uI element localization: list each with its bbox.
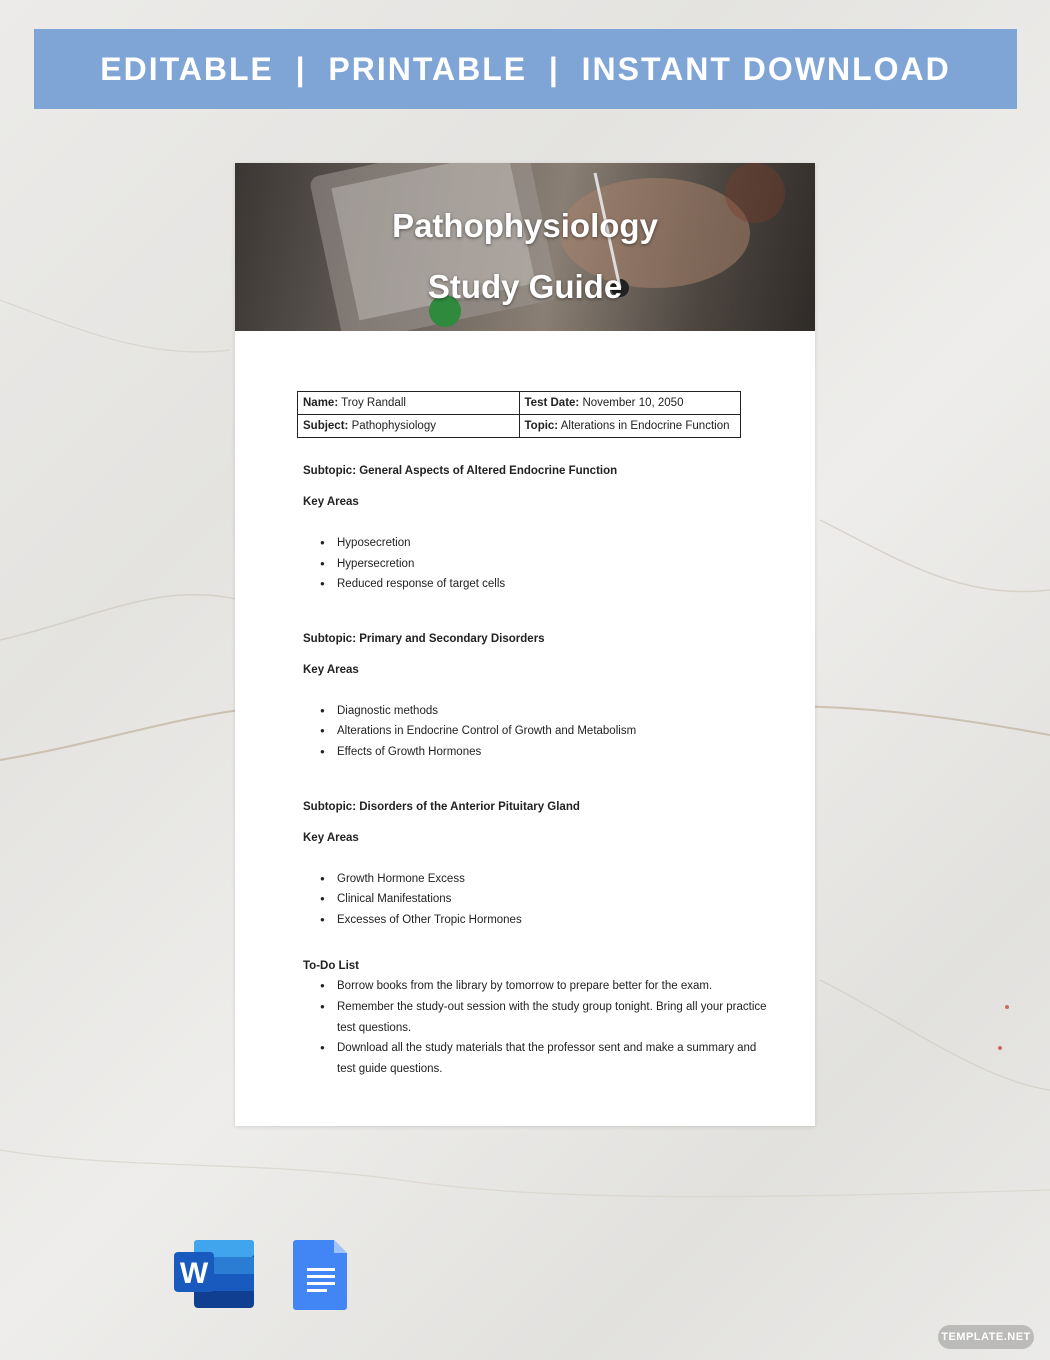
key-areas-heading: Key Areas (303, 663, 359, 676)
subject-label: Subject: (303, 420, 349, 432)
key-areas-list (303, 701, 753, 763)
table-row (298, 392, 741, 415)
section-1 (303, 461, 753, 595)
key-areas-list (303, 533, 753, 595)
feature-banner (34, 29, 1017, 109)
subtopic-heading: Subtopic: General Aspects of Altered Endocrine Function (303, 465, 618, 477)
name-value: Troy Randall (341, 397, 406, 409)
test-date-value: November 10, 2050 (582, 397, 684, 409)
google-docs-icon (293, 1240, 347, 1310)
todo-heading: To-Do List (303, 960, 359, 973)
section-2 (303, 629, 753, 763)
hero-image (235, 163, 815, 331)
key-areas-heading: Key Areas (303, 831, 359, 844)
document-preview (235, 163, 815, 1126)
table-row (298, 415, 741, 438)
subject-cell (298, 415, 520, 438)
topic-label: Topic: (524, 420, 559, 432)
todo-item: ● Borrow books from the library by tomorrow to prepare better for the exam. (337, 976, 767, 997)
section-3 (303, 797, 753, 931)
document-title-line-2: Study Guide (427, 268, 623, 305)
subject-value: Pathophysiology (351, 420, 436, 432)
word-letter: W (179, 1257, 209, 1290)
topic-value: Alterations in Endocrine Function (560, 420, 730, 432)
name-cell (298, 392, 520, 415)
test-date-cell (519, 392, 741, 415)
list-item: ● Clinical Manifestations (337, 889, 753, 910)
student-info-table (297, 391, 741, 438)
subtopic-heading: Subtopic: Primary and Secondary Disorders (303, 632, 545, 645)
study-content (303, 461, 767, 1079)
topic-cell (519, 415, 741, 438)
subtopic-heading: Subtopic: Disorders of the Anterior Pituitary Gland (303, 800, 580, 813)
test-date-label: Test Date: (524, 397, 580, 409)
name-label: Name: (303, 397, 339, 409)
todo-list (303, 976, 767, 1079)
list-item: ● Effects of Growth Hormones (337, 742, 753, 763)
todo-section (303, 956, 767, 1079)
app-logos (174, 1238, 354, 1315)
microsoft-word-icon (174, 1238, 354, 1310)
todo-item: ● Download all the study materials that the professor sent and make a summary and test guide questions. (337, 1038, 767, 1079)
list-item: ● Growth Hormone Excess (337, 869, 753, 890)
list-item: ● Reduced response of target cells (337, 574, 753, 595)
list-item: ● Hyposecretion (337, 533, 753, 554)
banner-text: EDITABLE | PRINTABLE | INSTANT DOWNLOAD (100, 50, 951, 87)
watermark-text: TEMPLATE.NET (941, 1331, 1031, 1343)
template-net-watermark (938, 1325, 1034, 1349)
list-item: ● Diagnostic methods (337, 701, 753, 722)
list-item: ● Hypersecretion (337, 554, 753, 575)
todo-item: ● Remember the study-out session with the study group tonight. Bring all your practice test questions. (337, 997, 767, 1038)
list-item: ● Excesses of Other Tropic Hormones (337, 910, 753, 931)
document-title-line-1: Pathophysiology (392, 207, 658, 244)
list-item: ● Alterations in Endocrine Control of Growth and Metabolism (337, 721, 753, 742)
key-areas-heading: Key Areas (303, 496, 359, 508)
key-areas-list (303, 869, 753, 931)
